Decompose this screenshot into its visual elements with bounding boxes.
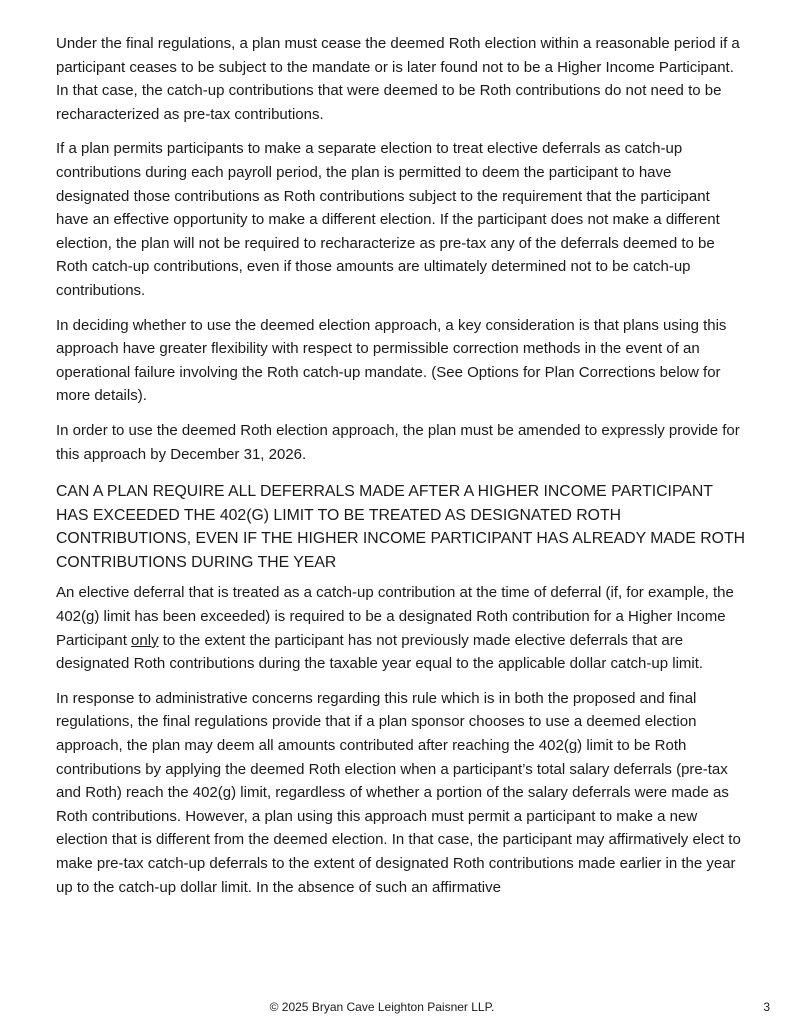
paragraph-administrative-concerns: In response to administrative concerns regarding this rule which is in both the proposed and final regulations, the final regulations provide that if a plan sponsor chooses to use a deemed election approach, the plan may deem all amounts contributed after reaching the 402(g) limit to be Roth contributions by applying the deemed Roth election when a participant’s total salary deferrals (pre-tax and Roth) reach the 402(g) limit, regardless of whether a portion of the salary deferrals were made as Roth contributions. However, a plan using this approach must permit a participant to make a new election that is different from the deemed election. In that case, the participant may affirmatively elect to make pre-tax catch-up deferrals to the extent of designated Roth contributions made earlier in the year up to the catch-up dollar limit. In the absence of such an affirmative bbox=[56, 689, 741, 896]
paragraph-text: An elective deferral that is treated as a catch-up contribution at the time of deferral (if, for example, the 402(g) limit has been exceeded) is required to be a designated Roth contribution for a Higher Income Participant bbox=[56, 584, 734, 649]
section-heading: CAN A PLAN REQUIRE ALL DEFERRALS MADE AFTER A HIGHER INCOME PARTICIPANT HAS EXCEEDED THE 402(G) LIMIT TO BE TREATED AS DESIGNATED ROTH CONTRIBUTIONS, EVEN IF THE HIGHER INCOME PARTICIPANT HAS ALREADY MADE ROTH CONTRIBUTIONS DURING THE YEAR bbox=[56, 483, 746, 571]
footer-copyright: © 2025 Bryan Cave Leighton Paisner LLP. bbox=[269, 1000, 495, 1014]
paragraph-elective-deferral bbox=[56, 581, 746, 675]
paragraph-separate-election: If a plan permits participants to make a separate election to treat elective deferrals as catch-up contributions during each payroll period, the plan is permitted to deem the participant to have designated those contributions as Roth contributions subject to the requirement that the participant have an effective opportunity to make a different election. If the participant does not make a different election, the plan will not be required to recharacterize as pre-tax any of the deferrals deemed to be Roth catch-up contributions, even if those amounts are ultimately determined not to be catch-up contributions. bbox=[56, 140, 720, 299]
page-number: 3 bbox=[763, 1000, 770, 1014]
underlined-emphasis: only bbox=[131, 631, 159, 649]
paragraph-text: to the extent the participant has not previously made elective deferrals that are designated Roth contributions during the taxable year equal to the applicable dollar catch-up limit. bbox=[56, 631, 704, 673]
paragraph-deemed-roth-cease: Under the final regulations, a plan must cease the deemed Roth election within a reasonable period if a participant ceases to be subject to the mandate or is later found not to be a Higher Income Participant. In that case, the catch-up contributions that were deemed to be Roth contributions do not need to be recharacterized as pre-tax contributions. bbox=[56, 35, 740, 123]
paragraph-amendment-deadline: In order to use the deemed Roth election approach, the plan must be amended to expressly provide for this approach by December 31, 2026. bbox=[56, 421, 740, 463]
page-content bbox=[56, 32, 746, 910]
paragraph-key-consideration: In deciding whether to use the deemed election approach, a key consideration is that plans using this approach have greater flexibility with respect to permissible correction methods in the event of an operational failure involving the Roth catch-up mandate. (See Options for Plan Corrections below for more details). bbox=[56, 316, 727, 405]
